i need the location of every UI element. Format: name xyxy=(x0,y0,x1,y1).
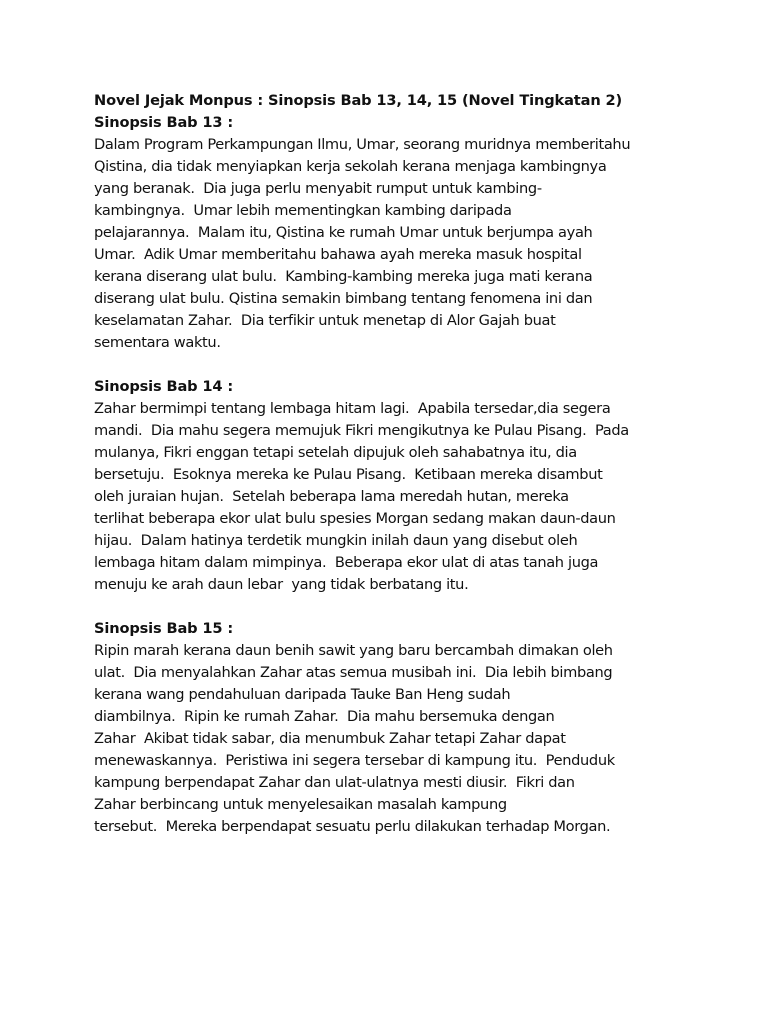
paragraph-line: bersetuju. Esoknya mereka ke Pulau Pisang. Ketibaan mereka disambut xyxy=(94,466,603,483)
section-heading: Sinopsis Bab 13 : xyxy=(94,114,234,131)
paragraph-line: Umar. Adik Umar memberitahu bahawa ayah mereka masuk hospital xyxy=(94,246,582,263)
paragraph-line: oleh juraian hujan. Setelah beberapa lama meredah hutan, mereka xyxy=(94,488,569,505)
paragraph-line: ulat. Dia menyalahkan Zahar atas semua musibah ini. Dia lebih bimbang xyxy=(94,664,613,681)
paragraph-line: terlihat beberapa ekor ulat bulu spesies Morgan sedang makan daun-daun xyxy=(94,510,616,527)
paragraph-line: kampung berpendapat Zahar dan ulat-ulatnya mesti diusir. Fikri dan xyxy=(94,774,575,791)
paragraph-line: hijau. Dalam hatinya terdetik mungkin inilah daun yang disebut oleh xyxy=(94,532,578,549)
paragraph-line: Zahar berbincang untuk menyelesaikan masalah kampung xyxy=(94,796,507,813)
paragraph-line: diserang ulat bulu. Qistina semakin bimbang tentang fenomena ini dan xyxy=(94,290,593,307)
paragraph-line: diambilnya. Ripin ke rumah Zahar. Dia mahu bersemuka dengan xyxy=(94,708,555,725)
paragraph-line: kambingnya. Umar lebih mementingkan kambing daripada xyxy=(94,202,512,219)
document-page xyxy=(94,90,684,860)
section-bab-15 xyxy=(94,618,684,838)
paragraph-line: keselamatan Zahar. Dia terfikir untuk menetap di Alor Gajah buat xyxy=(94,312,556,329)
paragraph-line: yang beranak. Dia juga perlu menyabit rumput untuk kambing- xyxy=(94,180,542,197)
paragraph-line: mandi. Dia mahu segera memujuk Fikri mengikutnya ke Pulau Pisang. Pada xyxy=(94,422,629,439)
paragraph-line: kerana wang pendahuluan daripada Tauke Ban Heng sudah xyxy=(94,686,511,703)
paragraph-line: lembaga hitam dalam mimpinya. Beberapa ekor ulat di atas tanah juga xyxy=(94,554,599,571)
paragraph-line: Dalam Program Perkampungan Ilmu, Umar, seorang muridnya memberitahu xyxy=(94,136,631,153)
paragraph-line: menuju ke arah daun lebar yang tidak berbatang itu. xyxy=(94,576,469,593)
paragraph-line: Zahar Akibat tidak sabar, dia menumbuk Zahar tetapi Zahar dapat xyxy=(94,730,566,747)
paragraph-line: sementara waktu. xyxy=(94,334,221,351)
paragraph-line: Zahar bermimpi tentang lembaga hitam lagi. Apabila tersedar,dia segera xyxy=(94,400,611,417)
section-bab-14 xyxy=(94,376,684,596)
section-bab-13 xyxy=(94,112,684,354)
section-heading: Sinopsis Bab 14 : xyxy=(94,378,234,395)
paragraph-line: mulanya, Fikri enggan tetapi setelah dipujuk oleh sahabatnya itu, dia xyxy=(94,444,577,461)
paragraph-line: menewaskannya. Peristiwa ini segera tersebar di kampung itu. Penduduk xyxy=(94,752,615,769)
document-title: Novel Jejak Monpus : Sinopsis Bab 13, 14, 15 (Novel Tingkatan 2) xyxy=(94,92,623,109)
paragraph-line: tersebut. Mereka berpendapat sesuatu perlu dilakukan terhadap Morgan. xyxy=(94,818,611,835)
paragraph-line: pelajarannya. Malam itu, Qistina ke rumah Umar untuk berjumpa ayah xyxy=(94,224,593,241)
paragraph-line: kerana diserang ulat bulu. Kambing-kambing mereka juga mati kerana xyxy=(94,268,593,285)
paragraph-line: Ripin marah kerana daun benih sawit yang baru bercambah dimakan oleh xyxy=(94,642,613,659)
paragraph-line: Qistina, dia tidak menyiapkan kerja sekolah kerana menjaga kambingnya xyxy=(94,158,607,175)
section-heading: Sinopsis Bab 15 : xyxy=(94,620,234,637)
